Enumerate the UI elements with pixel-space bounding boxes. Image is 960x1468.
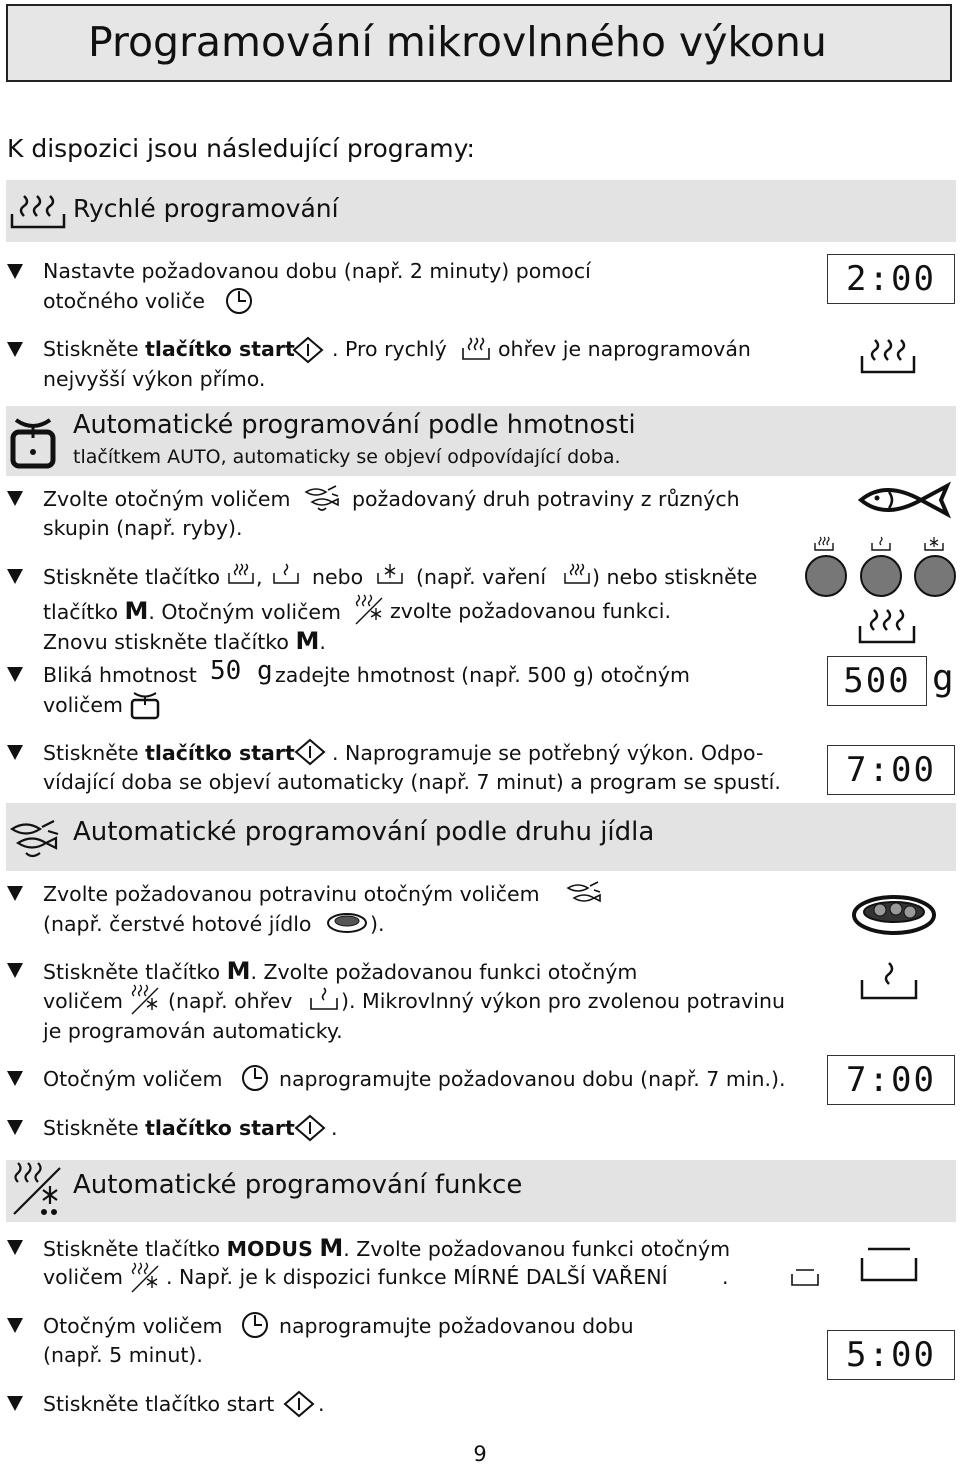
weight-step4-a: Stiskněte tlačítko start: [43, 741, 295, 765]
bullet: [7, 569, 23, 584]
food-step4-a: Stiskněte tlačítko start: [43, 1116, 295, 1140]
function-dial-icon: [130, 1262, 160, 1294]
bullet: [7, 1396, 23, 1411]
section-weight-header: [6, 406, 956, 476]
start-button-icon: [293, 738, 327, 766]
quick-step2-mid: . Pro rychlý: [332, 337, 447, 361]
heat-waves-icon: [813, 536, 835, 552]
food-types-icon: [304, 484, 348, 514]
ready-meal-icon: [850, 892, 938, 938]
section-quick-header: [6, 180, 956, 242]
display-time-2min: 2:00: [827, 254, 955, 304]
food-step1-a: Zvolte požadovanou potravinu otočným voličem: [43, 882, 540, 906]
single-wave-icon: [870, 536, 892, 552]
clock-dial-icon: [224, 286, 254, 316]
single-wave-icon: [272, 562, 300, 586]
defrost-icon: [923, 536, 945, 552]
weight-flash-value: 50 g: [210, 656, 273, 686]
quick-step1-line1: Nastavte požadovanou dobu (např. 2 minuty) pomocí: [43, 259, 591, 283]
food-step1-b: (např. čerstvé hotové jídlo: [43, 912, 312, 936]
page-title: Programování mikrovlnného výkonu: [88, 18, 827, 66]
single-wave-icon: [860, 960, 920, 1004]
weight-step3-a: Bliká hmotnost: [43, 663, 197, 687]
func-step1-d: . Např. je k dispozici funkce MÍRNÉ DALŠÍ VAŘENÍ: [166, 1265, 668, 1289]
section-food-title: Automatické programování podle druhu jídla: [73, 817, 655, 847]
single-wave-icon: [309, 986, 339, 1012]
func-step1-c: voličem: [43, 1265, 123, 1289]
bullet: [7, 667, 23, 682]
weight-step4-c: vídající doba se objeví automaticky (např. 7 minut) a program se spustí.: [43, 770, 781, 794]
start-button-icon: [282, 1390, 316, 1418]
bullet: [7, 1240, 23, 1255]
food-step3-b: naprogramujte požadovanou dobu (např. 7 min.).: [279, 1067, 786, 1091]
knob-3: [914, 555, 956, 597]
section-weight-title: Automatické programování podle hmotnosti: [73, 410, 636, 440]
weight-step2-or: nebo: [312, 565, 364, 589]
section-func-header: [6, 1160, 956, 1222]
weight-step3-b: zadejte hmotnost (např. 500 g) otočným: [275, 663, 690, 687]
display-time-7min: 7:00: [827, 745, 955, 795]
func-step3-b: .: [318, 1392, 325, 1416]
food-step2-e: ). Mikrovlnný výkon pro zvolenou potravinu: [341, 989, 785, 1013]
scale-icon: [10, 414, 58, 470]
weight-step3-c: voličem: [43, 693, 123, 717]
heat-waves-icon: [10, 194, 68, 230]
heat-waves-icon: [860, 338, 918, 376]
func-step3-a: Stiskněte tlačítko start: [43, 1392, 275, 1416]
bullet: [7, 1318, 23, 1333]
quick-step2-line1: Stiskněte tlačítko start: [43, 337, 295, 361]
clock-dial-icon: [240, 1063, 270, 1093]
weight-step2-line2: tlačítko M. Otočným voličem: [43, 597, 341, 625]
page-title-box: [6, 4, 952, 82]
fish-icon: [855, 480, 951, 520]
quick-step1-line2: otočného voliče: [43, 289, 205, 313]
ready-meal-icon: [326, 911, 368, 935]
section-quick-title: Rychlé programování: [73, 194, 339, 223]
gentle-cook-icon: [790, 1266, 820, 1288]
weight-step2-tail: ) nebo stiskněte: [592, 565, 758, 589]
gentle-cook-icon: [860, 1244, 920, 1284]
bullet: [7, 264, 23, 279]
bullet: [7, 1071, 23, 1086]
page-number: 9: [473, 1442, 487, 1466]
display-time-5min: 5:00: [827, 1330, 955, 1380]
bullet: [7, 491, 23, 506]
start-button-icon: [291, 336, 325, 364]
food-step3-a: Otočným voličem: [43, 1067, 223, 1091]
weight-step2-line3: Znovu stiskněte tlačítko M.: [43, 627, 326, 655]
scale-icon: [130, 690, 160, 720]
weight-step2-a: Stiskněte tlačítko: [43, 565, 221, 589]
food-types-icon: [566, 880, 610, 910]
heat-waves-icon: [461, 336, 491, 362]
function-dial-icon: [130, 984, 160, 1016]
bullet: [7, 745, 23, 760]
func-step2-a: Otočným voličem: [43, 1314, 223, 1338]
weight-step1-b: požadovaný druh potraviny z různých: [352, 487, 740, 511]
func-step2-c: (např. 5 minut).: [43, 1343, 203, 1367]
weight-step2-comma: ,: [256, 565, 263, 589]
bullet: [7, 342, 23, 357]
knob-1: [805, 555, 847, 597]
food-types-icon: [8, 817, 68, 861]
defrost-icon: [376, 562, 404, 586]
heat-waves-icon: [227, 562, 255, 586]
food-step2-a: Stiskněte tlačítko M. Zvolte požadovanou funkci otočným: [43, 957, 638, 985]
food-step4-b: .: [331, 1116, 338, 1140]
clock-dial-icon: [240, 1310, 270, 1340]
knob-2: [860, 555, 902, 597]
bullet: [7, 1120, 23, 1135]
section-food-header: [6, 803, 956, 871]
function-dial-icon: [354, 594, 384, 626]
quick-step2-line2: nejvyšší výkon přímo.: [43, 367, 266, 391]
start-button-icon: [293, 1114, 327, 1142]
section-func-title: Automatické programování funkce: [73, 1170, 523, 1200]
display-time-7min: 7:00: [827, 1055, 955, 1105]
food-step1-c: ).: [370, 912, 385, 936]
weight-step2-eg: (např. vaření: [416, 565, 547, 589]
func-step2-b: naprogramujte požadovanou dobu: [279, 1314, 634, 1338]
food-step2-d: (např. ohřev: [168, 989, 293, 1013]
bullet: [7, 963, 23, 978]
func-step1-a: Stiskněte tlačítko MODUS M. Zvolte požadovanou funkci otočným: [43, 1234, 731, 1262]
heat-waves-icon: [858, 608, 918, 646]
display-weight-unit: g: [932, 658, 954, 699]
weight-step1-a: Zvolte otočným voličem: [43, 487, 291, 511]
bullet: [7, 886, 23, 901]
heat-waves-icon: [563, 562, 591, 586]
function-dial-icon: [10, 1160, 66, 1218]
weight-step1-c: skupin (např. ryby).: [43, 516, 243, 540]
weight-step2-line2b: zvolte požadovanou funkci.: [390, 599, 672, 623]
intro-text: K dispozici jsou následující programy:: [7, 134, 475, 163]
food-step2-c: voličem: [43, 989, 123, 1013]
display-weight: 500: [827, 656, 927, 706]
section-weight-subtitle: tlačítkem AUTO, automaticky se objeví odpovídající doba.: [73, 446, 621, 468]
func-step1-e: .: [722, 1265, 729, 1289]
food-step2-f: je programován automaticky.: [43, 1019, 343, 1043]
weight-step4-b: . Naprogramuje se potřebný výkon. Odpo-: [332, 741, 764, 765]
quick-step2-tail: ohřev je naprogramován: [498, 337, 751, 361]
